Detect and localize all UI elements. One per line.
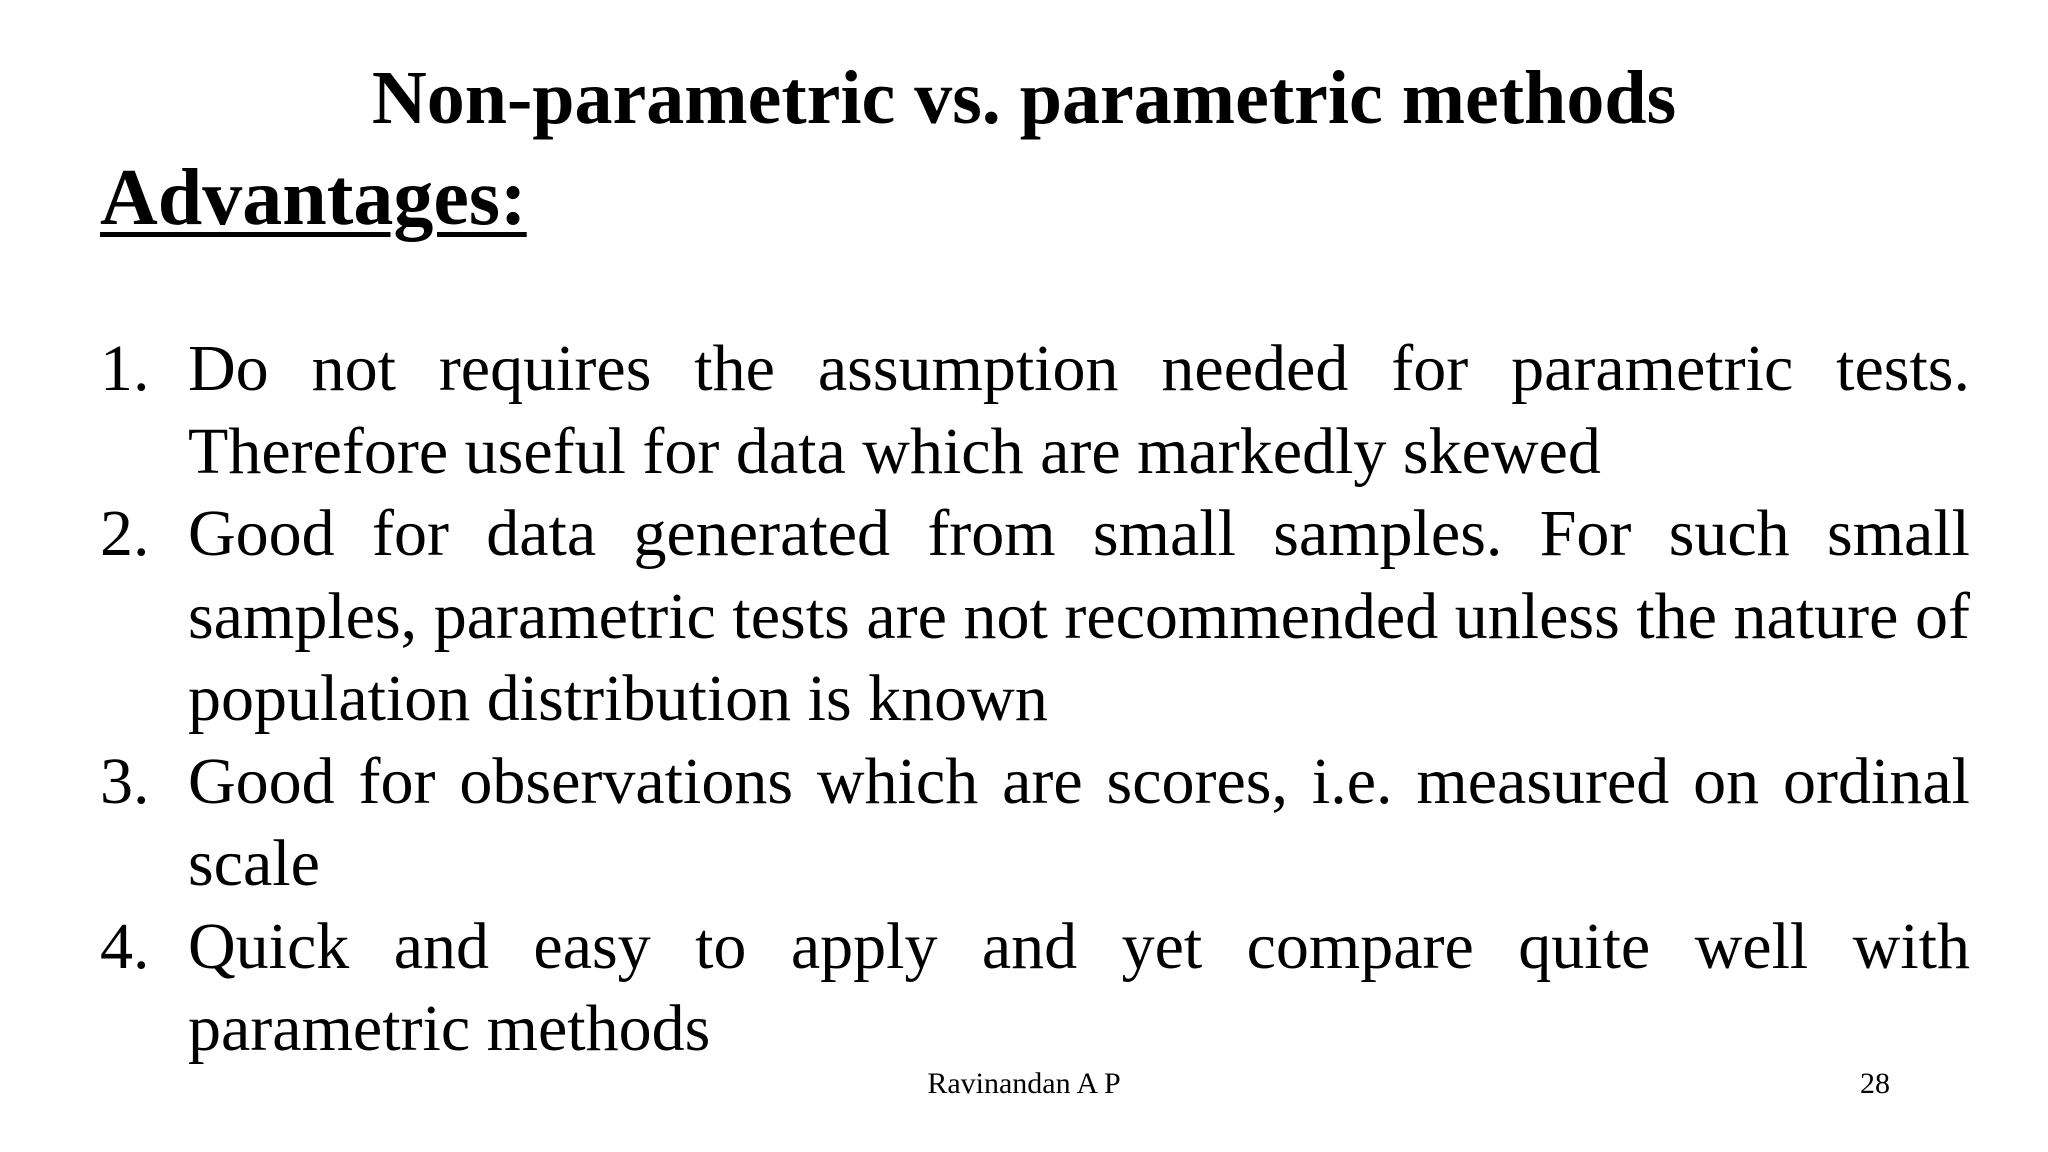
advantages-list (100, 328, 1970, 1071)
list-item (100, 493, 1970, 741)
list-item (100, 906, 1970, 1071)
list-item-text: Good for observations which are scores, i.e. measured on ordinal scale (188, 744, 1970, 900)
list-item (100, 328, 1970, 493)
list-item (100, 741, 1970, 906)
list-item-text: Do not requires the assumption needed for parametric tests. Therefore useful for data which are markedly skewed (188, 332, 1970, 488)
list-item-text: Quick and easy to apply and yet compare quite well with parametric methods (188, 909, 1970, 1065)
list-item-number: 1. (100, 332, 150, 405)
footer-author: Ravinandan A P (927, 1067, 1121, 1100)
list-item-text: Good for data generated from small samples. For such small samples, parametric tests are not recommended unless the nature of population distribution is known (188, 497, 1970, 735)
list-item-number: 4. (100, 909, 150, 983)
list-item-number: 3. (100, 744, 150, 818)
slide-title: Non-parametric vs. parametric methods (371, 56, 1677, 140)
list-item-number: 2. (100, 497, 150, 570)
section-heading-advantages: Advantages: (100, 154, 527, 242)
page-number: 28 (1860, 1067, 1890, 1100)
